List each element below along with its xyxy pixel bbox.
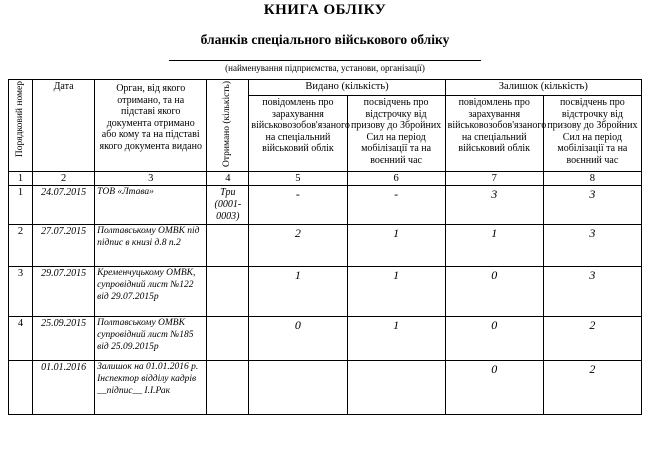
registry-table <box>8 79 642 415</box>
table-row <box>9 361 642 415</box>
cell-seq-no <box>9 361 33 415</box>
cell-balance-certs: 3 <box>543 225 641 267</box>
cell-balance-certs: 3 <box>543 186 641 225</box>
cell-organ: Полтавському ОМВК під підпис в книзі д.8 п.2 <box>95 225 207 267</box>
cell-organ: Кременчуцькому ОМВК, супровідний лист №122 від 29.07.2015р <box>95 267 207 317</box>
cell-issued-certs: 1 <box>347 225 445 267</box>
cell-balance-notices: 0 <box>445 317 543 361</box>
organization-caption: (найменування підприємства, установи, організації) <box>225 63 425 73</box>
cell-issued-certs: - <box>347 186 445 225</box>
cell-balance-notices: 3 <box>445 186 543 225</box>
cell-issued-certs: 1 <box>347 317 445 361</box>
document-page <box>0 2 650 469</box>
colnum-7: 7 <box>445 172 543 186</box>
header-issued-certs: посвідчень про відстрочку від призову до Збройних Сил на період мобілізації та на воєнний час <box>347 96 445 172</box>
cell-issued-notices <box>249 361 347 415</box>
header-balance-notices: повідомлень про зарахування військовозобов'язаного на спеціальний військовий облік <box>445 96 543 172</box>
cell-received <box>207 317 249 361</box>
cell-date: 29.07.2015 <box>33 267 95 317</box>
cell-balance-notices: 0 <box>445 267 543 317</box>
cell-organ: Залишок на 01.01.2016 р. Інспектор відділу кадрів __підпис__ І.І.Рак <box>95 361 207 415</box>
organization-line <box>8 60 642 73</box>
header-received: Отримано (кількість) <box>207 80 249 172</box>
header-seq-no: Порядковий номер <box>9 80 33 172</box>
cell-issued-notices: 1 <box>249 267 347 317</box>
page-subtitle: бланків спеціального військового обліку <box>200 32 450 47</box>
colnum-2: 2 <box>33 172 95 186</box>
cell-seq-no: 1 <box>9 186 33 225</box>
cell-issued-notices: 2 <box>249 225 347 267</box>
header-balance-certs: посвідчень про відстрочку від призову до Збройних Сил на період мобілізації та на воєнний час <box>543 96 641 172</box>
cell-seq-no: 3 <box>9 267 33 317</box>
colnum-1: 1 <box>9 172 33 186</box>
cell-balance-notices: 0 <box>445 361 543 415</box>
table-row <box>9 225 642 267</box>
header-date: Дата <box>33 80 95 172</box>
header-issued-group: Видано (кількість) <box>249 80 445 96</box>
cell-organ: Полтавському ОМВК супровідний лист №185 від 25.09.2015р <box>95 317 207 361</box>
cell-organ: ТОВ «Лтава» <box>95 186 207 225</box>
cell-balance-certs: 2 <box>543 361 641 415</box>
cell-date: 27.07.2015 <box>33 225 95 267</box>
cell-date: 25.09.2015 <box>33 317 95 361</box>
cell-issued-certs: 1 <box>347 267 445 317</box>
cell-date: 01.01.2016 <box>33 361 95 415</box>
cell-issued-certs <box>347 361 445 415</box>
header-issued-notices: повідомлень про зарахування військовозобов'язаного на спеціальний військовий облік <box>249 96 347 172</box>
colnum-6: 6 <box>347 172 445 186</box>
table-row <box>9 317 642 361</box>
cell-balance-certs: 3 <box>543 267 641 317</box>
cell-received <box>207 267 249 317</box>
colnum-4: 4 <box>207 172 249 186</box>
cell-seq-no: 2 <box>9 225 33 267</box>
header-organ: Орган, від якого отримано, та на підставі якого документа отримано або кому та на підставі якого документа видано <box>95 80 207 172</box>
table-column-numbers-row <box>9 172 642 186</box>
cell-balance-certs: 2 <box>543 317 641 361</box>
organization-rule <box>169 60 481 61</box>
header-balance-group: Залишок (кількість) <box>445 80 641 96</box>
table-row <box>9 267 642 317</box>
cell-received <box>207 361 249 415</box>
colnum-8: 8 <box>543 172 641 186</box>
cell-balance-notices: 1 <box>445 225 543 267</box>
cell-date: 24.07.2015 <box>33 186 95 225</box>
table-header-row-1 <box>9 80 642 96</box>
cell-received <box>207 225 249 267</box>
table-row <box>9 186 642 225</box>
colnum-3: 3 <box>95 172 207 186</box>
cell-issued-notices: - <box>249 186 347 225</box>
page-title: КНИГА ОБЛІКУ <box>263 2 387 18</box>
colnum-5: 5 <box>249 172 347 186</box>
cell-seq-no: 4 <box>9 317 33 361</box>
cell-issued-notices: 0 <box>249 317 347 361</box>
cell-received: Три (0001-0003) <box>207 186 249 225</box>
